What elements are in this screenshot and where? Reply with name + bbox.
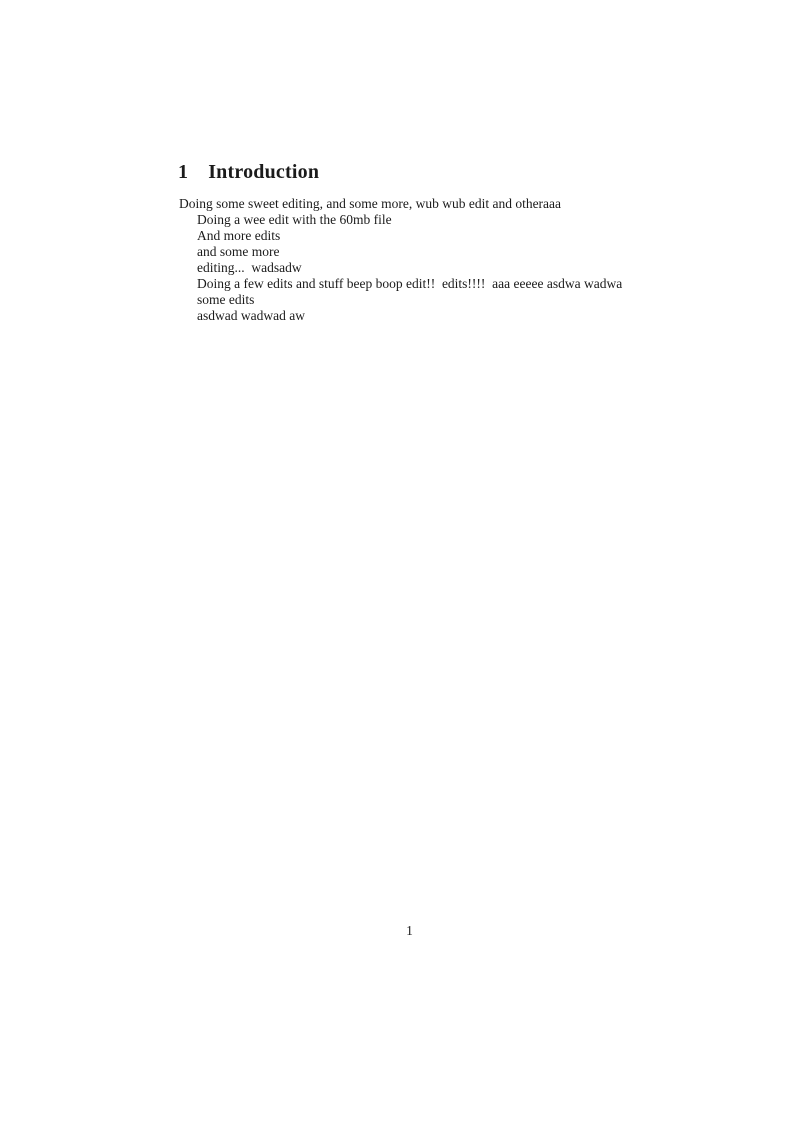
section-title: Introduction	[208, 161, 320, 183]
paragraph-1: Doing some sweet editing, and some more, wub wub edit and otheraaa	[179, 196, 562, 211]
paragraph-5: editing... wadsadw	[197, 260, 302, 275]
paragraph-3: And more edits	[197, 228, 281, 243]
page-number: 1	[406, 923, 413, 938]
paragraph-2: Doing a wee edit with the 60mb file	[197, 212, 392, 227]
section-heading	[178, 161, 319, 183]
paragraph-6: Doing a few edits and stuff beep boop edit!! edits!!!! aaa eeeee asdwa wadwa	[197, 276, 623, 291]
paragraph-8: asdwad wadwad aw	[197, 308, 305, 323]
paragraph-7: some edits	[197, 292, 255, 307]
section-number: 1	[178, 161, 189, 183]
body-text	[179, 196, 642, 324]
paragraph-4: and some more	[197, 244, 280, 259]
